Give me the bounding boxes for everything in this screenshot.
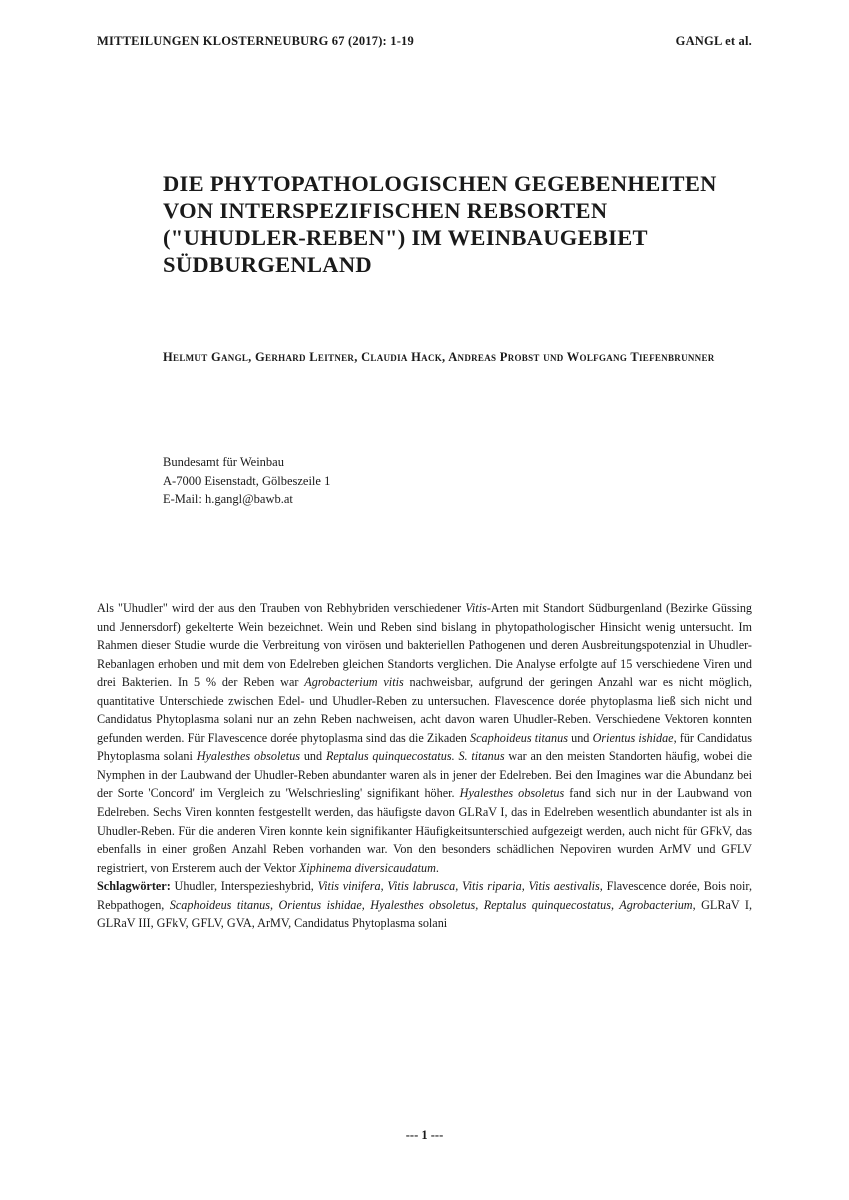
paper-title	[163, 170, 763, 278]
institution: Bundesamt für Weinbau	[163, 455, 284, 469]
address: A-7000 Eisenstadt, Gölbeszeile 1	[163, 473, 331, 488]
species-name: Orientus ishidae	[592, 730, 674, 745]
keywords-text: GLRaV I, GLRaV III, GFkV, GFLV, GVA, ArMV, Candidatus Phytoplasma solani	[97, 897, 752, 931]
abstract-text: und	[567, 730, 593, 745]
running-header	[97, 34, 752, 52]
keywords-label: Schlagwörter:	[97, 879, 171, 894]
title-line: SÜDBURGENLAND	[163, 252, 372, 277]
author-list: Helmut Gangl, Gerhard Leitner, Claudia Hack, Andreas Probst und Wolfgang Tiefenbrunner	[163, 350, 715, 364]
abstract-text: nachweisbar, aufgrund der geringen Anzahl war es nicht möglich, quantitative Unterschiede zwischen Edel- und Uhudler-Reben zu untersuchen. Flavescence dorée phytoplasma ließ sich nicht und Candidatus Phytoplasma solani nur an zehn Reben nachweisen, acht davon waren Uhudler-Reben. Verschiedene Vektoren konnten gefunden werden. Für Flavescence dorée phytoplasma sind das die Zikaden	[97, 675, 752, 745]
abstract	[97, 599, 752, 933]
abstract-text: und	[300, 749, 326, 764]
species-name: Scaphoideus titanus	[470, 730, 568, 745]
title-line: VON INTERSPEZIFISCHEN REBSORTEN	[163, 198, 608, 223]
keywords-text: Uhudler, Interspezieshybrid,	[170, 879, 318, 894]
species-name: Vitis	[465, 601, 487, 615]
title-line: DIE PHYTOPATHOLOGISCHEN GEGEBENHEITEN	[163, 171, 717, 196]
page-number: --- 1 ---	[405, 1128, 444, 1142]
species-name: Xiphinema diversicaudatum	[298, 860, 436, 875]
abstract-text: , für Candidatus Phytoplasma solani	[97, 730, 752, 764]
keywords-text: Flavescence dorée, Bois noir, Rebpathogen,	[97, 879, 752, 912]
abstract-text: -Arten mit Standort Südburgenland (Bezirke Güssing und Jennersdorf) gekelterte Wein bezeichnet. Wein und Reben sind bislang in phytopathologischer Hinsicht wenig untersucht. Im Rahmen dieser Studie wurde die Verbreitung von virösen und bakteriellen Pathogenen und deren Ausbreitungspotenzial in Uhudler-Rebanlagen erhoben und mit dem von Edelreben gleichen Standorts verglichen. Die Analyse erfolgte auf 15 verschiedene Viren und drei Bakterien. In 5 % der Reben war	[97, 601, 753, 690]
running-authors: GANGL et al.	[675, 34, 752, 48]
affiliation	[163, 453, 330, 509]
email: E-Mail: h.gangl@bawb.at	[163, 492, 293, 506]
abstract-text: fand sich nur in der Laubwand von Edelreben. Sechs Viren konnten festgestellt werden, das häufigste davon GLRaV I, das in Edelreben wesentlich abundanter ist als in Uhudler-Reben. Für die anderen Viren konnte kein signifikanter Häufigkeitsunterschied aufgezeigt werden, auch nicht für GFkV, das ebenfalls in einer großen Anzahl Reben vorhanden war. Von den besonders schädlichen Nepoviren wurden ArMV und GFLV registriert, von Ersterem auch der Vektor	[97, 786, 752, 875]
abstract-text: Als "Uhudler" wird der aus den Trauben von Rebhybriden verschiedener	[97, 601, 466, 615]
species-name: Reptalus quinquecostatus. S. titanus	[325, 749, 505, 764]
abstract-text: war an den meisten Standorten häufig, wobei die Nymphen in der Laubwand der Uhudler-Reben abundanter waren als in jener der Edelreben. Bei den Imagines war die Abundanz bei der Sorte 'Concord' im Vergleich zu 'Welschriesling' signifikant höher.	[97, 749, 752, 801]
species-name: Hyalesthes obsoletus	[196, 749, 301, 764]
species-name: Agrobacterium vitis	[304, 675, 404, 690]
species-name: Hyalesthes obsoletus	[459, 786, 565, 801]
abstract-text: .	[435, 860, 439, 875]
journal-citation: MITTEILUNGEN KLOSTERNEUBURG 67 (2017): 1-19	[97, 34, 414, 48]
keywords-species: Vitis vinifera, Vitis labrusca, Vitis riparia, Vitis aestivalis,	[317, 879, 603, 894]
keywords-species: Scaphoideus titanus, Orientus ishidae, Hyalesthes obsoletus, Reptalus quinquecostatus, Agrobacterium,	[169, 897, 696, 912]
title-line: ("UHUDLER-REBEN") IM WEINBAUGEBIET	[163, 225, 648, 250]
keywords	[97, 877, 752, 933]
